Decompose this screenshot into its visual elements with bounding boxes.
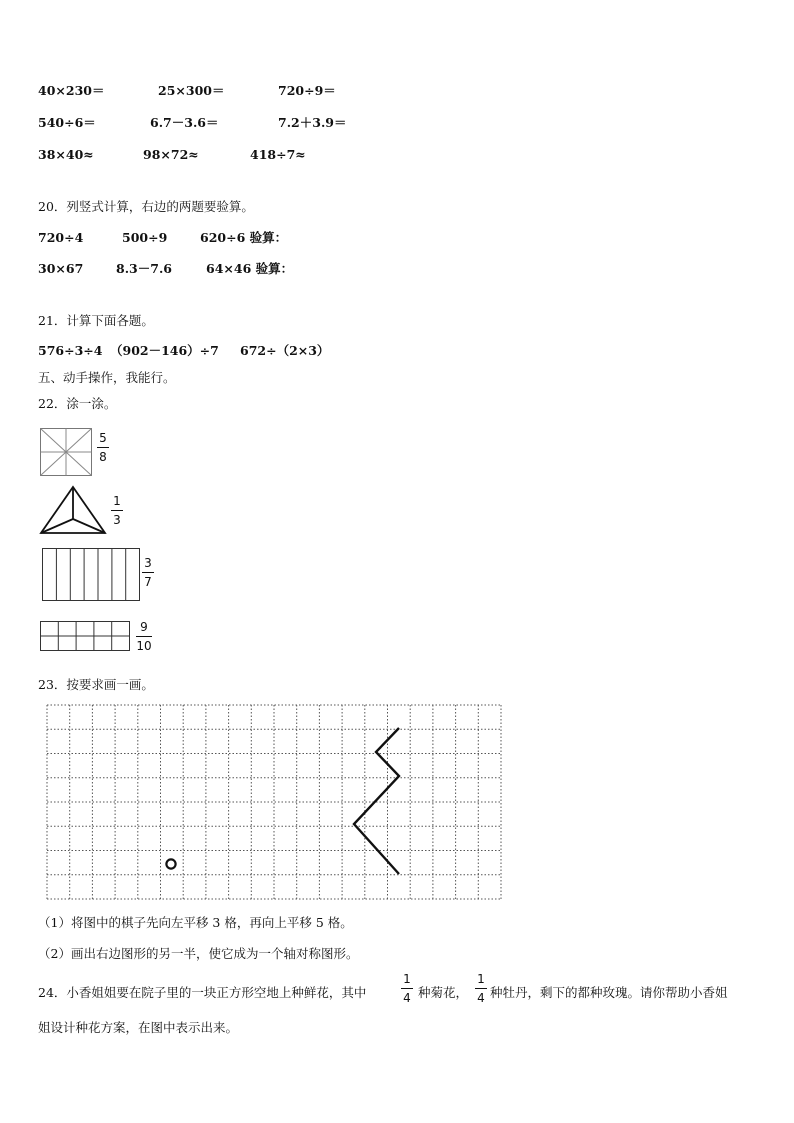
fraction-label: 5 8 <box>97 431 109 464</box>
question-20-title: 20．列竖式计算，右边的两题要验算。 <box>38 199 254 214</box>
fraction-one-quarter: 1 4 <box>401 972 413 1005</box>
calc-item: 576÷3÷4 <box>38 343 103 358</box>
calc-item: 418÷7≈ <box>250 147 306 162</box>
calc-item: 720÷4 <box>38 230 84 245</box>
rectangle-tenths-figure <box>40 621 130 651</box>
calc-item: 38×40≈ <box>38 147 94 162</box>
calc-item: 40×230＝ <box>38 83 105 98</box>
calc-item: 6.7－3.6＝ <box>150 115 219 130</box>
calc-item: 720÷9＝ <box>278 83 336 98</box>
fraction-label: 3 7 <box>142 556 154 589</box>
question-24-text-a: 24．小香姐姐要在院子里的一块正方形空地上种鲜花，其中 <box>38 985 367 1000</box>
question-21-title: 21．计算下面各题。 <box>38 313 154 328</box>
calc-item: 500÷9 <box>122 230 168 245</box>
half-figure-zigzag <box>354 728 399 874</box>
rectangle-sevenths-figure <box>42 548 140 601</box>
question-23-title: 23．按要求画一画。 <box>38 677 154 692</box>
question-23-part-2: （2）画出右边图形的另一半，使它成为一个轴对称图形。 <box>38 946 359 961</box>
calc-item: 30×67 <box>38 261 84 276</box>
calc-item: 64×46 验算： <box>206 261 294 276</box>
calc-item: 98×72≈ <box>143 147 199 162</box>
section-title: 五、动手操作，我能行。 <box>38 370 176 385</box>
question-24-text-c: 种牡丹，剩下的都种玫瑰。请你帮助小香姐 <box>490 985 728 1000</box>
calc-item: 8.3－7.6 <box>116 261 172 276</box>
fraction-label: 9 10 <box>136 620 152 653</box>
calc-item: 540÷6＝ <box>38 115 96 130</box>
fraction-one-quarter: 1 4 <box>475 972 487 1005</box>
question-24-text-b: 种菊花， <box>418 985 469 1000</box>
fraction-label: 1 3 <box>111 494 123 527</box>
question-22-title: 22．涂一涂。 <box>38 396 117 411</box>
triangle-thirds-figure <box>40 486 106 534</box>
calc-item: 25×300＝ <box>158 83 225 98</box>
calc-item: 672÷（2×3） <box>240 343 330 358</box>
question-23-part-1: （1）将图中的棋子先向左平移 3 格，再向上平移 5 格。 <box>38 915 353 930</box>
question-24-text-d: 姐设计种花方案，在图中表示出来。 <box>38 1020 239 1035</box>
dotted-grid[interactable] <box>46 704 502 900</box>
calc-item: 620÷6 验算： <box>200 230 288 245</box>
square-eighths-figure <box>40 428 92 476</box>
calc-item: 7.2＋3.9＝ <box>278 115 347 130</box>
calc-item: （902－146）÷7 <box>110 343 219 358</box>
chess-piece-icon[interactable] <box>166 859 175 868</box>
